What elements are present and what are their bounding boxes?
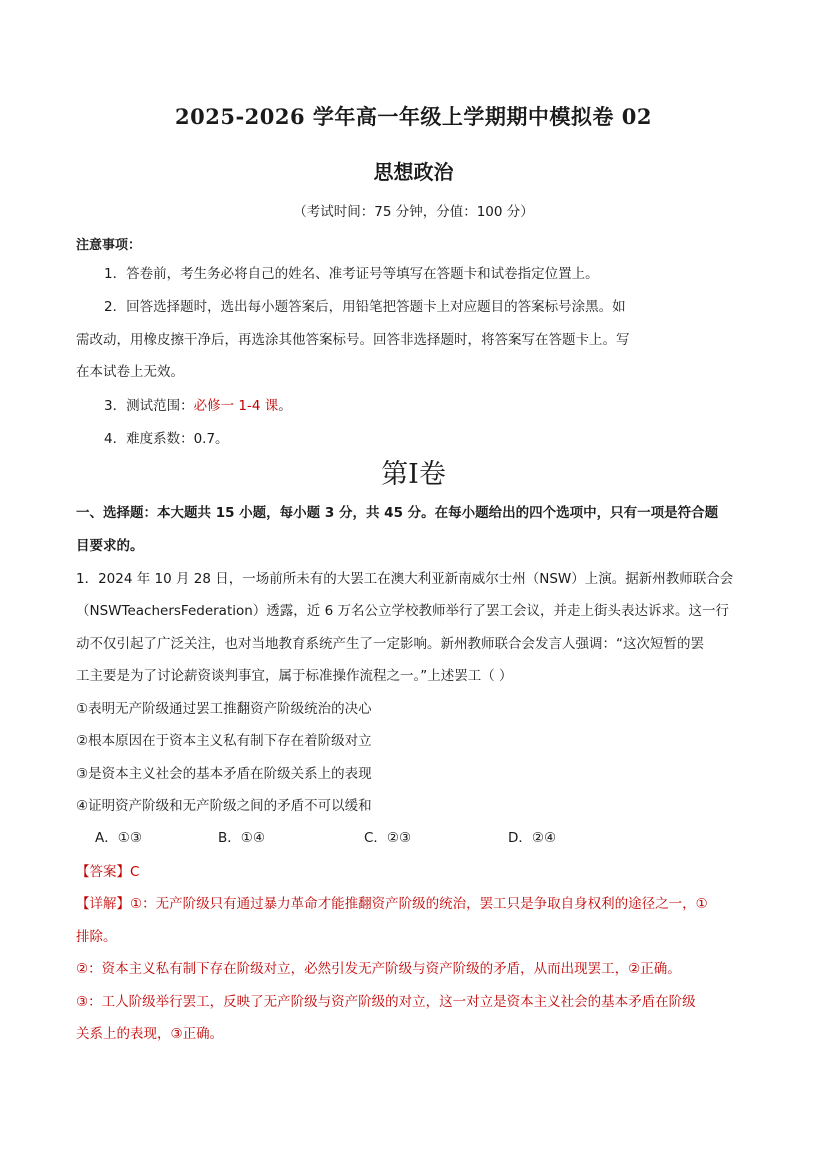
notice-item-3-suffix: 。 [278,398,292,414]
statement-3: ③是资本主义社会的基本矛盾在阶级关系上的表现 [76,766,372,782]
notice-item-3-label: 3．测试范围： [104,398,194,414]
question-stem-line-4: 工主要是为了讨论薪资谈判事宜，属于标准操作流程之一。”上述罢工（ ） [76,668,513,684]
notice-item-2-line-2: 需改动，用橡皮擦干净后，再选涂其他答案标号。回答非选择题时，将答案写在答题卡上。写 [76,332,630,348]
subject-title: 思想政治 [373,160,454,184]
detail-line-4: ③：工人阶级举行罢工，反映了无产阶级与资产阶级的对立，这一对立是资本主义社会的基本矛盾在阶级 [76,994,696,1010]
notice-item-4: 4．难度系数：0.7。 [104,431,229,447]
notice-item-1: 1．答卷前，考生务必将自己的姓名、准考证号等填写在答题卡和试卷指定位置上。 [104,266,599,282]
detail-line-3: ②：资本主义私有制下存在阶级对立，必然引发无产阶级与资产阶级的矛盾，从而出现罢工，②正确。 [76,961,681,977]
section-title: 第I卷 [381,459,446,490]
question-stem-line-3: 动不仅引起了广泛关注，也对当地教育系统产生了一定影响。新州教师联合会发言人强调：“这次短暂的罢 [76,636,704,652]
exam-info: （考试时间：75 分钟，分值：100 分） [293,204,534,220]
option-a: A．①③ [95,830,142,846]
notice-heading: 注意事项： [76,238,142,253]
section-intro-line-2: 目要求的。 [76,538,144,554]
statement-4: ④证明资产阶级和无产阶级之间的矛盾不可以缓和 [76,798,372,814]
test-scope-value: 必修一 1-4 课 [193,398,279,414]
detail-line-5: 关系上的表现，③正确。 [76,1026,224,1042]
question-stem-line-1: 1．2024 年 10 月 28 日，一场前所未有的大罢工在澳大利亚新南威尔士州（NSW）上演。据新州教师联合会 [76,571,734,587]
notice-item-3 [104,394,292,414]
section-intro-line-1: 一、选择题：本大题共 15 小题，每小题 3 分，共 45 分。在每小题给出的四个选项中，只有一项是符合题 [76,505,719,521]
question-stem-line-2: （NSWTeachersFederation）透露，近 6 万名公立学校教师举行了罢工会议，并走上街头表达诉求。这一行 [76,603,729,619]
notice-item-2-line-1: 2．回答选择题时，选出每小题答案后，用铅笔把答题卡上对应题目的答案标号涂黑。如 [104,299,626,315]
notice-item-2-line-3: 在本试卷上无效。 [76,364,184,380]
option-d: D．②④ [508,830,557,846]
statement-1: ①表明无产阶级通过罢工推翻资产阶级统治的决心 [76,701,372,717]
detail-line-2: 排除。 [76,929,117,945]
answer-label: 【答案】C [76,864,140,880]
detail-line-1: 【详解】①：无产阶级只有通过暴力革命才能推翻资产阶级的统治，罢工只是争取自身权利的途径之一，① [76,896,708,912]
option-c: C．②③ [364,830,412,846]
option-b: B．①④ [218,830,265,846]
statement-2: ②根本原因在于资本主义私有制下存在着阶级对立 [76,733,372,749]
exam-title: 2025-2026 学年高一年级上学期期中模拟卷 02 [175,104,652,129]
